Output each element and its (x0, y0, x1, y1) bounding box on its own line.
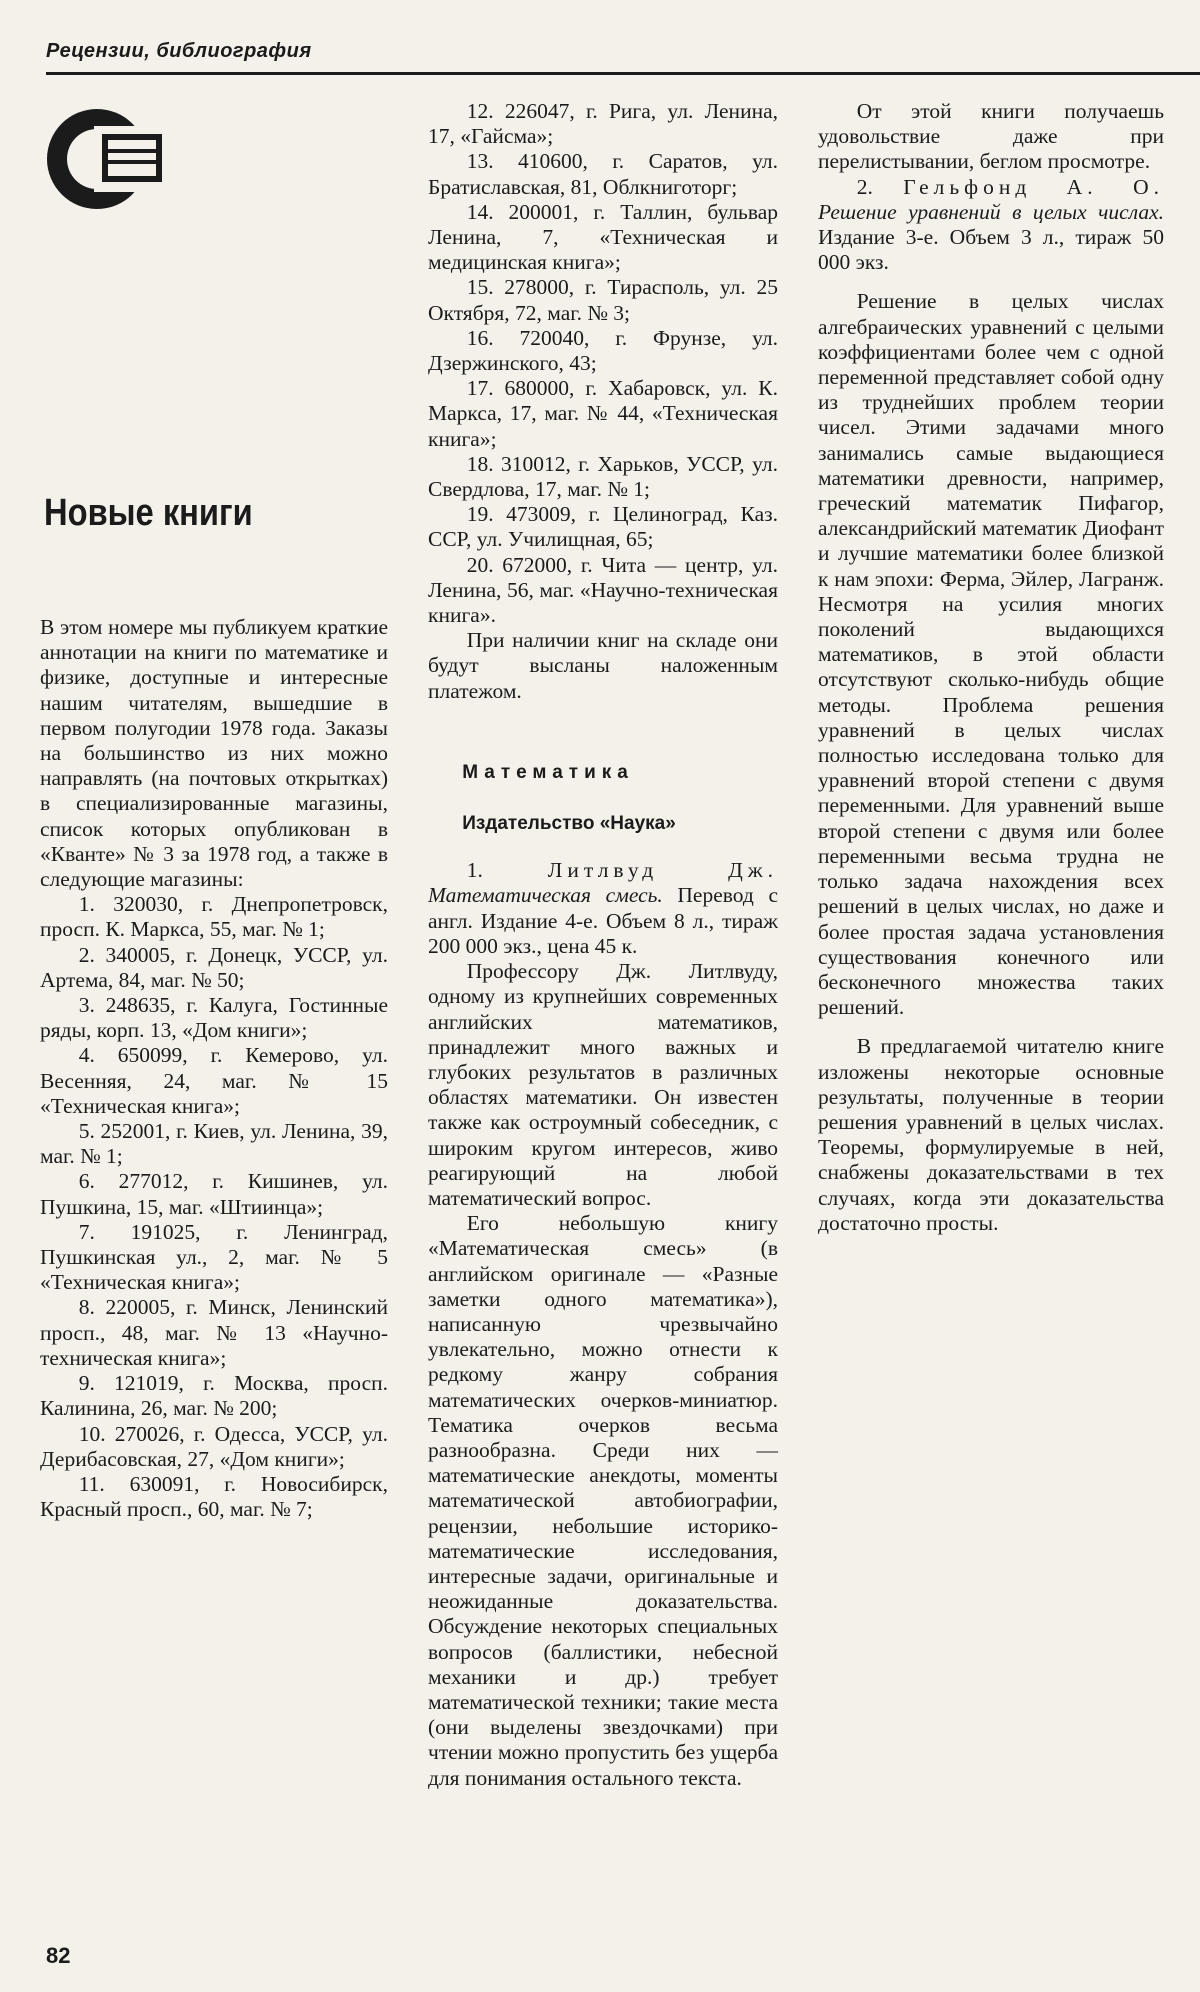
intro-paragraph: В этом номере мы публикуем краткие аннотации на книги по математике и физике, доступные и интересные нашим читателям, вышедшие в первом полугодии 1978 года. Заказы на большинство из них можно направлять (на почтовых открытках) в специализированные магазины, список которых опубликован в «Кванте» № 3 за 1978 год, а также в следующие магазины: (40, 615, 388, 892)
page-heading: Новые книги (44, 492, 253, 534)
book-1-author: Литлвуд Дж. (547, 858, 779, 883)
list-item: 1. 320030, г. Днепропетровск, просп. К. Маркса, 55, маг. № 1; (40, 892, 388, 942)
book-1-paragraph: Его небольшую книгу «Математическая смесь» (в английском оригинале — «Разные заметки одного математика»), написанную чрезвычайно увлекательно, можно отнести к редкому жанру собрания математических очерков-миниатюр. Тематика очерков весьма разнообразна. Среди них — математические анекдоты, моменты математической автобиографии, рецензии, небольшие историко-математические исследования, интересные задачи, оригинальные и неожиданные доказательства. Обсуждение некоторых специальных вопросов (баллистики, небесной механики и др.) требует математической техники; такие места (они выделены звездочками) при чтении можно пропустить без ущерба для понимания остального текста. (428, 1211, 778, 1790)
list-item: 9. 121019, г. Москва, просп. Калинина, 26, маг. № 200; (40, 1371, 388, 1421)
store-list-1 (40, 892, 388, 1522)
list-item: 6. 277012, г. Кишинев, ул. Пушкина, 15, маг. «Штиинца»; (40, 1169, 388, 1219)
rubric-mathematics: Математика (462, 761, 634, 783)
column-1 (40, 615, 388, 1522)
list-item: 16. 720040, г. Фрунзе, ул. Дзержинского, 43; (428, 325, 778, 376)
header-rule (46, 72, 1200, 75)
book-2-entry (818, 175, 1164, 276)
list-item: 3. 248635, г. Калуга, Гостинные ряды, корп. 13, «Дом книги»; (40, 993, 388, 1043)
book-1-entry (428, 858, 778, 959)
page-number: 82 (46, 1943, 71, 1968)
book-1-paragraph: От этой книги получаешь удовольствие даже при перелистывании, беглом просмотре. (818, 99, 1164, 174)
book-2-paragraph: Решение в целых числах алгебраических уравнений с целыми коэффициентами более чем с одной переменной представляет собой одну из труднейших проблем теории чисел. Этими задачами много занимались самые выдающиеся математики древности, например, греческий математик Пифагор, александрийский математик Диофант и лучшие математики более близкой к нам эпохи: Ферма, Эйлер, Лагранж. Несмотря на усилия многих поколений выдающихся математиков, в этой области отсутствуют сколько-нибудь общие методы. Проблема решения уравнений в целых числах полностью исследована только для уравнений второй степени с двумя переменными. Для уравнений выше второй степени с двумя или более переменными весьма трудна не только задача нахождения всех решений в целых числах, но даже и более простая задача установления существования конечного или бесконечного множества таких решений. (818, 289, 1164, 1020)
list-item: 11. 630091, г. Новосибирск, Красный просп., 60, маг. № 7; (40, 1471, 388, 1522)
book-2-number: 2. (856, 174, 873, 199)
list-item: 19. 473009, г. Целиноград, Каз. ССР, ул. Училищная, 65; (428, 502, 778, 552)
book-2-details: Издание 3-е. Объем 3 л., тираж 50 000 экз. (818, 225, 1164, 275)
list-item: 7. 191025, г. Ленинград, Пушкинская ул., 2, маг. № 5 «Техническая книга»; (40, 1219, 388, 1295)
review-logo-icon (42, 104, 168, 214)
book-1-details: Перевод с англ. Издание 4-е. Объем 8 л., тираж 200 000 экз., цена 45 к. (428, 883, 778, 958)
list-item: 17. 680000, г. Хабаровск, ул. К. Маркса, 17, маг. № 44, «Техническая книга»; (428, 376, 778, 451)
delivery-note: При наличии книг на складе они будут высланы наложенным платежом. (428, 628, 778, 703)
list-item: 4. 650099, г. Кемерово, ул. Весенняя, 24, маг. № 15 «Техническая книга»; (40, 1043, 388, 1118)
list-item: 12. 226047, г. Рига, ул. Ленина, 17, «Гайсма»; (428, 99, 778, 149)
list-item: 14. 200001, г. Таллин, бульвар Ленина, 7, «Техническая и медицинская книга»; (428, 199, 778, 275)
list-item: 5. 252001, г. Киев, ул. Ленина, 39, маг. № 1; (40, 1119, 388, 1169)
book-1-title: Математическая смесь. (428, 883, 663, 908)
list-item: 2. 340005, г. Донецк, УССР, ул. Артема, 84, маг. № 50; (40, 942, 388, 992)
list-item: 10. 270026, г. Одесса, УССР, ул. Дерибасовская, 27, «Дом книги»; (40, 1421, 388, 1471)
book-1-paragraph: Профессору Дж. Литлвуду, одному из крупнейших современных английских математиков, принадлежит много важных и глубоких результатов в различных областях математики. Он известен также как остроумный собеседник, с широким кругом интересов, живо реагирующий на любой математический вопрос. (428, 959, 778, 1210)
list-item: 15. 278000, г. Тирасполь, ул. 25 Октября, 72, маг. № 3; (428, 275, 778, 325)
book-2-author: Гельфонд А. О. (903, 174, 1164, 199)
publisher-heading: Издательство «Наука» (462, 813, 676, 835)
store-list-2 (428, 99, 778, 628)
list-item: 8. 220005, г. Минск, Ленинский просп., 48, маг. № 13 «Научно-техническая книга»; (40, 1295, 388, 1370)
column-2 (428, 99, 778, 1791)
list-item: 13. 410600, г. Саратов, ул. Братиславская, 81, Облкниготорг; (428, 149, 778, 199)
column-3 (818, 99, 1164, 1236)
list-item: 20. 672000, г. Чита — центр, ул. Ленина, 56, маг. «Научно-техническая книга». (428, 552, 778, 628)
section-title: Рецензии, библиография (46, 40, 312, 62)
list-item: 18. 310012, г. Харьков, УССР, ул. Свердлова, 17, маг. № 1; (428, 451, 778, 502)
book-1-number: 1. (466, 858, 483, 883)
book-2-paragraph: В предлагаемой читателю книге изложены некоторые основные результаты, полученные в теории решения уравнений в целых числах. Теоремы, формулируемые в ней, снабжены доказательствами в тех случаях, когда эти доказательства достаточно просты. (818, 1034, 1164, 1235)
book-2-title: Решение уравнений в целых числах. (818, 199, 1164, 224)
